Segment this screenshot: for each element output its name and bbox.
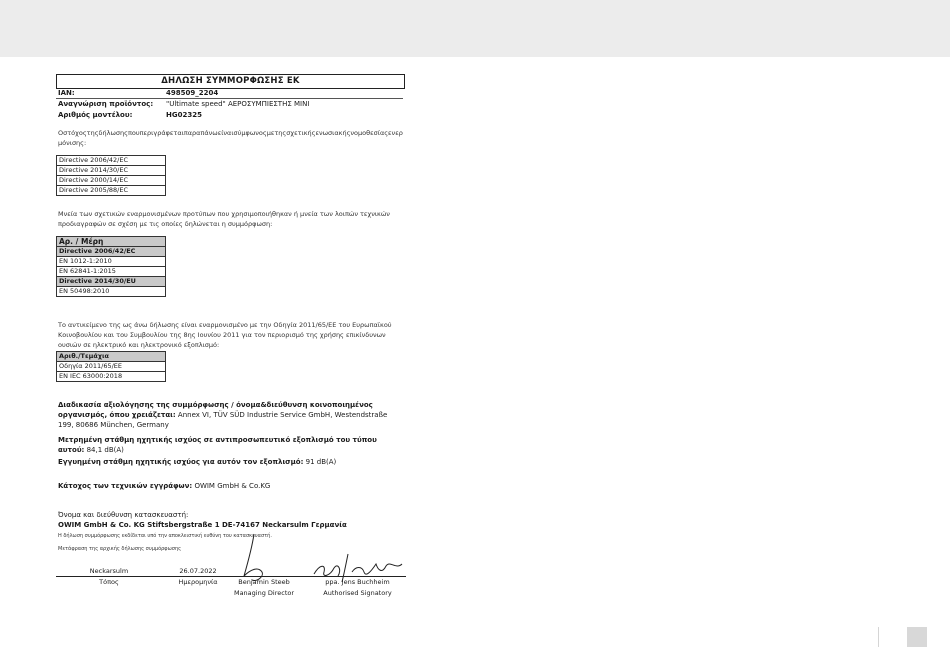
rohs-row: Οδηγία 2011/65/ΕΕ [57, 362, 166, 372]
technical-file-holder [58, 481, 403, 491]
manufacturer-address: OWIM GmbH & Co. KG Stiftsbergstraße 1 DE-74167 Neckarsulm Γερμανία [58, 521, 347, 529]
signer2-title: Authorised Signatory [323, 589, 392, 597]
standards-table [56, 236, 166, 297]
directives-table [56, 155, 166, 196]
pager-divider [878, 627, 879, 647]
directive-cell: Directive 2006/42/EC [57, 156, 166, 166]
signer1-title: Managing Director [233, 589, 295, 597]
standards-row: EN 50498:2010 [57, 287, 166, 297]
signature-mark-2 [312, 550, 407, 584]
holder-value: OWIM GmbH & Co.KG [194, 482, 271, 490]
signer1-name: Benjamin Steeb [238, 578, 290, 586]
intro-text: Οστόχοςτηςδήλωσηςπουπεριγράφεταιπαραπάνωείναισύμφωνοςμετηςσχετικήςενωσιακήςνομοθεσίαςενερμόνισης: [58, 129, 403, 147]
standards-row: Directive 2006/42/EC [57, 247, 166, 257]
date-label: Ημερομηνία [178, 578, 218, 586]
measured-label: Μετρημένη στάθμη ηχητικής ισχύος σε αντιπροσωπευτικό εξοπλισμό του τύπου αυτού: [58, 436, 377, 454]
conformity-procedure [58, 400, 403, 430]
place-label: Τόπος [99, 578, 119, 586]
manufacturer-label: Όνομα και διεύθυνση κατασκευαστή: [58, 511, 189, 519]
directive-cell: Directive 2014/30/EC [57, 166, 166, 176]
guaranteed-value: 91 dB(A) [305, 458, 337, 466]
rohs-text: Το αντικείμενο της ως άνω δήλωσης είναι εναρμονισμένο με την Οδηγία 2011/65/ΕΕ του Ευρωπαϊκού Κοινοβουλίου και του Συμβουλίου της 8ης Ιουνίου 2011 για τον περιορισμό της χρήσης επικίνδυνων ουσιών σε ηλεκτρικό και ηλεκτρονικό εξοπλισμό: [58, 321, 392, 349]
standards-row: Directive 2014/30/EU [57, 277, 166, 287]
measured-sound-power [58, 435, 403, 455]
field-value: "Ultimate speed" ΑΕΡΟΣΥΜΠΙΕΣΤΗΣ MINI [166, 100, 310, 108]
signature-date: 26.07.2022 [179, 567, 217, 575]
rohs-header: Αριθ./Τεμάχια [57, 352, 166, 362]
field-value: HG02325 [166, 111, 202, 119]
conformity-value: Annex VI, TÜV SÜD Industrie Service GmbH, Westendstraße 199, 80686 München, Germany [58, 411, 388, 429]
viewer-toolbar [0, 0, 950, 57]
document-title: ΔΗΛΩΣΗ ΣΥΜΜΟΡΦΩΣΗΣ ΕΚ [56, 74, 405, 89]
signature-mark-1 [228, 530, 288, 590]
responsibility-note: Η δήλωση συμμόρφωσης εκδίδεται υπό την αποκλειστική ευθύνη του κατασκευαστή. [58, 533, 272, 539]
standards-header: Αρ. / Μέρη [57, 237, 166, 247]
directive-cell: Directive 2005/88/EC [57, 186, 166, 196]
field-label: Αναγνώριση προϊόντος: [58, 100, 154, 108]
guaranteed-sound-power [58, 457, 403, 467]
page-nav-button[interactable] [907, 627, 927, 647]
holder-label: Κάτοχος των τεχνικών εγγράφων: [58, 482, 193, 490]
rohs-row: EN IEC 63000:2018 [57, 372, 166, 382]
translation-note: Μετάφραση της αρχικής δήλωσης συμμόρφωσης [58, 546, 182, 552]
measured-value: 84,1 dB(A) [86, 446, 124, 454]
guaranteed-label: Εγγυημένη στάθμη ηχητικής ισχύος για αυτόν τον εξοπλισμό: [58, 458, 304, 466]
divider [56, 98, 403, 99]
field-label: IAN: [58, 89, 75, 97]
standards-row: EN 62841-1:2015 [57, 267, 166, 277]
directive-cell: Directive 2000/14/EC [57, 176, 166, 186]
conformity-label: Διαδικασία αξιολόγησης της συμμόρφωσης / όνομα&διεύθυνση κοινοποιημένος οργανισμός, όπου χρειάζεται: [58, 401, 373, 419]
rohs-table [56, 351, 166, 382]
field-label: Αριθμός μοντέλου: [58, 111, 133, 119]
signer2-name: ppa. Jens Buchheim [325, 578, 390, 586]
field-value: 498509_2204 [166, 89, 219, 97]
standards-row: EN 1012-1:2010 [57, 257, 166, 267]
standards-intro: Μνεία των σχετικών εναρμονισμένων προτύπων που χρησιμοποιήθηκαν ή μνεία των λοιπών τεχνικών προδιαγραφών σε σχέση με τις οποίες δηλώνεται η συμμόρφωση: [58, 210, 390, 228]
signature-place: Neckarsulm [89, 567, 129, 575]
